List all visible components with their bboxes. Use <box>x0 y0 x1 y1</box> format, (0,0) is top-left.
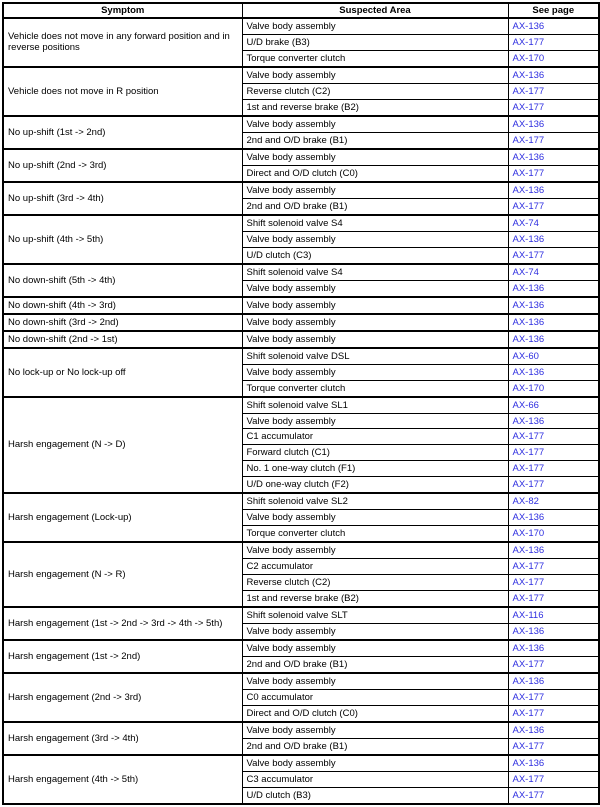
see-page-cell <box>508 83 599 99</box>
see-page-cell <box>508 348 599 364</box>
page-link[interactable]: AX-136 <box>512 512 545 524</box>
symptom-cell: No up-shift (2nd -> 3rd) <box>3 149 242 182</box>
suspected-area-cell: 2nd and O/D brake (B1) <box>242 198 508 214</box>
see-page-cell <box>508 67 599 83</box>
suspected-area-cell: Valve body assembly <box>242 623 508 639</box>
see-page-cell <box>508 705 599 721</box>
see-page-cell <box>508 590 599 606</box>
symptom-cell: Harsh engagement (1st -> 2nd -> 3rd -> 4th -> 5th) <box>3 607 242 640</box>
page-link[interactable]: AX-177 <box>512 431 545 443</box>
suspected-area-cell: Valve body assembly <box>242 116 508 132</box>
see-page-cell <box>508 722 599 738</box>
page-link[interactable]: AX-177 <box>512 85 545 97</box>
page-link[interactable]: AX-116 <box>512 609 544 621</box>
see-page-cell <box>508 461 599 477</box>
suspected-area-cell: Valve body assembly <box>242 722 508 738</box>
symptom-cell: Harsh engagement (Lock-up) <box>3 493 242 542</box>
table-row <box>3 607 599 623</box>
table-header <box>3 3 599 18</box>
page-link[interactable]: AX-136 <box>512 282 545 294</box>
see-page-cell <box>508 165 599 181</box>
see-page-cell <box>508 18 599 34</box>
suspected-area-cell: U/D brake (B3) <box>242 34 508 50</box>
table-row <box>3 67 599 83</box>
suspected-area-cell: Valve body assembly <box>242 314 508 331</box>
suspected-area-cell: Valve body assembly <box>242 231 508 247</box>
suspected-area-cell: Valve body assembly <box>242 18 508 34</box>
column-header-suspected-area: Suspected Area <box>242 3 508 18</box>
symptom-table-body <box>3 18 599 804</box>
suspected-area-cell: Valve body assembly <box>242 640 508 656</box>
table-row <box>3 215 599 231</box>
table-row <box>3 722 599 738</box>
symptom-cell: Harsh engagement (3rd -> 4th) <box>3 722 242 755</box>
table-row <box>3 314 599 331</box>
suspected-area-cell: U/D clutch (C3) <box>242 247 508 263</box>
symptom-cell: No up-shift (4th -> 5th) <box>3 215 242 264</box>
suspected-area-cell: Valve body assembly <box>242 542 508 558</box>
page-link[interactable]: AX-177 <box>512 200 545 212</box>
suspected-area-cell: Shift solenoid valve SL1 <box>242 397 508 413</box>
see-page-cell <box>508 738 599 754</box>
suspected-area-cell: C3 accumulator <box>242 771 508 787</box>
suspected-area-cell: Torque converter clutch <box>242 50 508 66</box>
symptom-cell: No up-shift (1st -> 2nd) <box>3 116 242 149</box>
see-page-cell <box>508 787 599 804</box>
suspected-area-cell: Shift solenoid valve SL2 <box>242 493 508 509</box>
page-link[interactable]: AX-60 <box>512 350 539 362</box>
see-page-cell <box>508 493 599 509</box>
table-row <box>3 542 599 558</box>
table-row <box>3 182 599 198</box>
page-link[interactable]: AX-170 <box>512 52 545 64</box>
page-link[interactable]: AX-177 <box>512 134 545 146</box>
page-link[interactable]: AX-177 <box>512 773 545 785</box>
see-page-cell <box>508 215 599 231</box>
suspected-area-cell: Shift solenoid valve S4 <box>242 264 508 280</box>
page-link[interactable]: AX-177 <box>512 740 545 752</box>
table-row <box>3 149 599 165</box>
suspected-area-cell: 2nd and O/D brake (B1) <box>242 132 508 148</box>
page-link[interactable]: AX-136 <box>512 333 545 345</box>
see-page-cell <box>508 429 599 445</box>
see-page-cell <box>508 380 599 396</box>
see-page-cell <box>508 331 599 348</box>
symptom-cell: No down-shift (5th -> 4th) <box>3 264 242 297</box>
suspected-area-cell: Valve body assembly <box>242 297 508 314</box>
page-link[interactable]: AX-177 <box>512 479 545 491</box>
see-page-cell <box>508 182 599 198</box>
see-page-cell <box>508 673 599 689</box>
see-page-cell <box>508 198 599 214</box>
suspected-area-cell: Valve body assembly <box>242 364 508 380</box>
page-link[interactable]: AX-136 <box>512 184 545 196</box>
page-link[interactable]: AX-136 <box>512 642 545 654</box>
see-page-cell <box>508 445 599 461</box>
symptom-cell: Harsh engagement (N -> R) <box>3 542 242 607</box>
page-link[interactable]: AX-177 <box>512 561 545 573</box>
suspected-area-cell: 1st and reverse brake (B2) <box>242 590 508 606</box>
suspected-area-cell: Shift solenoid valve S4 <box>242 215 508 231</box>
see-page-cell <box>508 314 599 331</box>
suspected-area-cell: U/D clutch (B3) <box>242 787 508 804</box>
page-link[interactable]: AX-66 <box>512 399 539 411</box>
see-page-cell <box>508 364 599 380</box>
see-page-cell <box>508 297 599 314</box>
table-row <box>3 116 599 132</box>
see-page-cell <box>508 149 599 165</box>
suspected-area-cell: Valve body assembly <box>242 331 508 348</box>
table-row <box>3 348 599 364</box>
see-page-cell <box>508 397 599 413</box>
table-row <box>3 640 599 656</box>
symptom-cell: Vehicle does not move in R position <box>3 67 242 116</box>
see-page-cell <box>508 510 599 526</box>
suspected-area-cell: Reverse clutch (C2) <box>242 83 508 99</box>
see-page-cell <box>508 99 599 115</box>
suspected-area-cell: Direct and O/D clutch (C0) <box>242 705 508 721</box>
column-header-symptom: Symptom <box>3 3 242 18</box>
page-link[interactable]: AX-136 <box>512 545 545 557</box>
page-link[interactable]: AX-170 <box>512 382 545 394</box>
symptom-cell: No down-shift (3rd -> 2nd) <box>3 314 242 331</box>
see-page-cell <box>508 559 599 575</box>
page-link[interactable]: AX-136 <box>512 118 545 130</box>
page-link[interactable]: AX-177 <box>512 463 545 475</box>
see-page-cell <box>508 640 599 656</box>
page-link[interactable]: AX-136 <box>512 299 545 311</box>
suspected-area-cell: No. 1 one-way clutch (F1) <box>242 461 508 477</box>
symptom-table <box>2 2 600 805</box>
symptom-cell: Harsh engagement (2nd -> 3rd) <box>3 673 242 722</box>
see-page-cell <box>508 116 599 132</box>
page-link[interactable]: AX-136 <box>512 675 545 687</box>
page-link[interactable]: AX-136 <box>512 415 545 427</box>
suspected-area-cell: Valve body assembly <box>242 149 508 165</box>
header-row <box>3 3 599 18</box>
page-link[interactable]: AX-177 <box>512 576 545 588</box>
suspected-area-cell: Torque converter clutch <box>242 526 508 542</box>
table-row <box>3 493 599 509</box>
suspected-area-cell: Valve body assembly <box>242 67 508 83</box>
page-link[interactable]: AX-136 <box>512 366 545 378</box>
suspected-area-cell: Torque converter clutch <box>242 380 508 396</box>
suspected-area-cell: Shift solenoid valve DSL <box>242 348 508 364</box>
see-page-cell <box>508 656 599 672</box>
suspected-area-cell: 1st and reverse brake (B2) <box>242 99 508 115</box>
see-page-cell <box>508 607 599 623</box>
table-row <box>3 331 599 348</box>
symptom-cell: Harsh engagement (N -> D) <box>3 397 242 494</box>
see-page-cell <box>508 623 599 639</box>
see-page-cell <box>508 413 599 429</box>
page-link[interactable]: AX-136 <box>512 724 545 736</box>
page-link[interactable]: AX-136 <box>512 69 545 81</box>
page-link[interactable]: AX-177 <box>512 36 545 48</box>
see-page-cell <box>508 542 599 558</box>
suspected-area-cell: Shift solenoid valve SLT <box>242 607 508 623</box>
symptom-cell: No down-shift (4th -> 3rd) <box>3 297 242 314</box>
page-link[interactable]: AX-177 <box>512 789 545 801</box>
suspected-area-cell: C1 accumulator <box>242 429 508 445</box>
page-link[interactable]: AX-82 <box>512 496 539 508</box>
page-link[interactable]: AX-177 <box>512 658 545 670</box>
table-row <box>3 755 599 771</box>
page-link[interactable]: AX-177 <box>512 691 545 703</box>
suspected-area-cell: 2nd and O/D brake (B1) <box>242 656 508 672</box>
page-link[interactable]: AX-74 <box>512 266 539 278</box>
page-link[interactable]: AX-177 <box>512 249 545 261</box>
symptom-cell: Harsh engagement (4th -> 5th) <box>3 755 242 804</box>
page-link[interactable]: AX-136 <box>512 151 545 163</box>
see-page-cell <box>508 526 599 542</box>
page-link[interactable]: AX-177 <box>512 167 545 179</box>
table-row <box>3 397 599 413</box>
page-link[interactable]: AX-136 <box>512 757 545 769</box>
suspected-area-cell: Direct and O/D clutch (C0) <box>242 165 508 181</box>
see-page-cell <box>508 231 599 247</box>
page-link[interactable]: AX-177 <box>512 447 545 459</box>
table-row <box>3 264 599 280</box>
see-page-cell <box>508 50 599 66</box>
suspected-area-cell: 2nd and O/D brake (B1) <box>242 738 508 754</box>
symptom-cell: No up-shift (3rd -> 4th) <box>3 182 242 215</box>
symptom-cell: Harsh engagement (1st -> 2nd) <box>3 640 242 673</box>
suspected-area-cell: Valve body assembly <box>242 510 508 526</box>
suspected-area-cell: C0 accumulator <box>242 689 508 705</box>
see-page-cell <box>508 477 599 493</box>
table-row <box>3 673 599 689</box>
symptom-cell: No down-shift (2nd -> 1st) <box>3 331 242 348</box>
page-link[interactable]: AX-177 <box>512 101 545 113</box>
page-link[interactable]: AX-177 <box>512 707 545 719</box>
column-header-see-page: See page <box>508 3 599 18</box>
table-row <box>3 18 599 34</box>
symptom-cell: Vehicle does not move in any forward position and in reverse positions <box>3 18 242 67</box>
see-page-cell <box>508 689 599 705</box>
see-page-cell <box>508 280 599 296</box>
see-page-cell <box>508 575 599 591</box>
see-page-cell <box>508 771 599 787</box>
page-link[interactable]: AX-136 <box>512 233 545 245</box>
page-link[interactable]: AX-74 <box>512 217 539 229</box>
page-link[interactable]: AX-136 <box>512 316 545 328</box>
suspected-area-cell: C2 accumulator <box>242 559 508 575</box>
page-link[interactable]: AX-136 <box>512 20 545 32</box>
suspected-area-cell: Forward clutch (C1) <box>242 445 508 461</box>
page-link[interactable]: AX-136 <box>512 625 545 637</box>
suspected-area-cell: U/D one-way clutch (F2) <box>242 477 508 493</box>
suspected-area-cell: Valve body assembly <box>242 673 508 689</box>
page-link[interactable]: AX-177 <box>512 592 545 604</box>
suspected-area-cell: Valve body assembly <box>242 755 508 771</box>
symptom-cell: No lock-up or No lock-up off <box>3 348 242 397</box>
suspected-area-cell: Valve body assembly <box>242 280 508 296</box>
see-page-cell <box>508 34 599 50</box>
see-page-cell <box>508 132 599 148</box>
suspected-area-cell: Reverse clutch (C2) <box>242 575 508 591</box>
suspected-area-cell: Valve body assembly <box>242 182 508 198</box>
suspected-area-cell: Valve body assembly <box>242 413 508 429</box>
see-page-cell <box>508 755 599 771</box>
see-page-cell <box>508 264 599 280</box>
table-row <box>3 297 599 314</box>
page-link[interactable]: AX-170 <box>512 528 545 540</box>
see-page-cell <box>508 247 599 263</box>
